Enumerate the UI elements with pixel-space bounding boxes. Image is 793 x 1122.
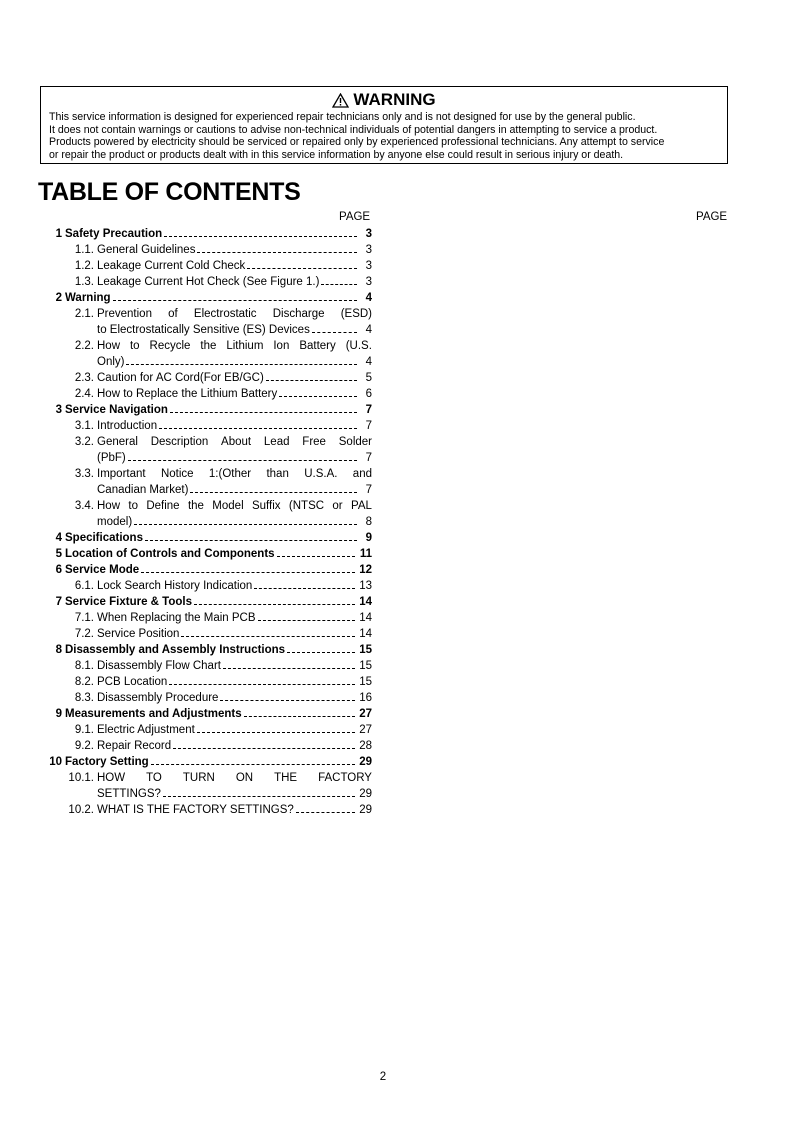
toc-entry-page: 7 <box>365 420 372 432</box>
toc-entry-title: Location of Controls and Components <box>65 548 275 560</box>
toc-entry-number: 8.2. <box>74 676 94 688</box>
toc-entry[interactable] <box>44 242 372 258</box>
toc-entry-title: to Electrostatically Sensitive (ES) Devices <box>97 324 310 336</box>
toc-entry-number: 2 <box>55 292 62 304</box>
warning-line-2: It does not contain warnings or cautions to advise non-technical individuals of potential dangers in attempting to service a product. <box>49 123 658 136</box>
toc-entry-number: 7 <box>55 596 62 608</box>
toc-dot-leader <box>173 748 355 749</box>
toc-entry-title: Caution for AC Cord(For EB/GC) <box>97 372 264 384</box>
toc-entry-number: 7.1. <box>74 612 94 624</box>
toc-entry-number: 3.2. <box>74 436 94 448</box>
toc-entry[interactable] <box>44 434 372 450</box>
toc-entry-page: 12 <box>359 564 372 576</box>
toc-dot-leader <box>163 796 355 797</box>
toc-dot-leader <box>254 588 355 589</box>
toc-entry-number: 3.3. <box>74 468 94 480</box>
toc-entry-page: 7 <box>365 484 372 496</box>
toc-entry-page: 7 <box>365 452 372 464</box>
toc-entry-page: 6 <box>365 388 372 400</box>
toc-entry-continuation[interactable] <box>44 786 372 802</box>
toc-dot-leader <box>126 364 357 365</box>
toc-entry-number: 2.3. <box>74 372 94 384</box>
toc-entry[interactable] <box>44 290 372 306</box>
toc-entry-page: 14 <box>359 596 372 608</box>
toc-entry[interactable] <box>44 642 372 658</box>
toc-entry-number: 2.4. <box>74 388 94 400</box>
toc-entry-title: How to Define the Model Suffix (NTSC or PAL <box>97 500 372 512</box>
toc-entry-page: 29 <box>359 756 372 768</box>
warning-line-4: or repair the product or products dealt with in this service information by anyone else could result in serious injury or death. <box>49 149 624 162</box>
toc-entry-continuation[interactable] <box>44 322 372 338</box>
toc-dot-leader <box>151 764 355 765</box>
toc-entry-number: 8.1. <box>74 660 94 672</box>
toc-dot-leader <box>134 524 357 525</box>
warning-box <box>40 86 728 164</box>
toc-entry-number: 10 <box>49 756 62 768</box>
toc-entry-page: 13 <box>359 580 372 592</box>
toc-entry-page: 4 <box>365 356 372 368</box>
toc-entry-number: 1.1. <box>74 244 94 256</box>
toc-entry[interactable] <box>44 498 372 514</box>
toc-entry-number: 10.1. <box>68 772 94 784</box>
toc-entry-number: 3 <box>55 404 62 416</box>
toc-entry[interactable] <box>44 226 372 242</box>
toc-entry-number: 7.2. <box>74 628 94 640</box>
toc-entry-title: Service Fixture & Tools <box>65 596 192 608</box>
toc-entry-number: 1.3. <box>74 276 94 288</box>
toc-entry-page: 8 <box>365 516 372 528</box>
toc-entry-page: 7 <box>365 404 372 416</box>
toc-entry-title: PCB Location <box>97 676 168 688</box>
toc-entry-number: 2.2. <box>74 340 94 352</box>
toc-entry-title: Service Mode <box>65 564 140 576</box>
toc-dot-leader <box>159 428 357 429</box>
toc-dot-leader <box>145 540 357 541</box>
toc-entry[interactable] <box>44 530 372 546</box>
toc-entry-title: SETTINGS? <box>97 788 161 800</box>
toc-entry-number: 9.1. <box>74 724 94 736</box>
toc-entry-title: Disassembly and Assembly Instructions <box>65 644 286 656</box>
toc-entry-number: 1.2. <box>74 260 94 272</box>
toc-dot-leader <box>113 300 357 301</box>
toc-dot-leader <box>128 460 357 461</box>
toc-entry-title: Electric Adjustment <box>97 724 195 736</box>
toc-entry-title: Prevention of Electrostatic Discharge (ESD) <box>97 308 372 320</box>
toc-entry-title: General Description About Lead Free Solder <box>97 436 372 448</box>
toc-entry-title: How to Recycle the Lithium Ion Battery (U.S. <box>97 340 372 352</box>
toc-entry-number: 10.2. <box>68 804 94 816</box>
toc-entry-title: Leakage Current Hot Check (See Figure 1.) <box>97 276 320 288</box>
toc-entry-title: Factory Setting <box>65 756 149 768</box>
warning-title-text: WARNING <box>353 90 436 109</box>
toc-entry-title: Only) <box>97 356 125 368</box>
toc-entry[interactable] <box>44 306 372 322</box>
toc-entry-page: 29 <box>359 804 372 816</box>
toc-entry[interactable] <box>44 370 372 386</box>
toc-dot-leader <box>220 700 355 701</box>
toc-entry-title: Introduction <box>97 420 158 432</box>
toc-dot-leader <box>279 396 357 397</box>
toc-entry[interactable] <box>44 770 372 786</box>
toc-entry-title: General Guidelines <box>97 244 196 256</box>
toc-entry[interactable] <box>44 258 372 274</box>
toc-entry-title: When Replacing the Main PCB <box>97 612 256 624</box>
toc-dot-leader <box>164 236 357 237</box>
toc-entry[interactable] <box>44 722 372 738</box>
toc-entry-title: How to Replace the Lithium Battery <box>97 388 278 400</box>
toc-entry-page: 3 <box>365 228 372 240</box>
toc-dot-leader <box>197 252 357 253</box>
toc-entry-title: Disassembly Flow Chart <box>97 660 221 672</box>
toc-entry-title: Disassembly Procedure <box>97 692 219 704</box>
toc-entry[interactable] <box>44 738 372 754</box>
toc-entry-title: (PbF) <box>97 452 126 464</box>
toc-entry-continuation[interactable] <box>44 354 372 370</box>
toc-entry-page: 14 <box>359 628 372 640</box>
toc-entry-number: 3.1. <box>74 420 94 432</box>
toc-entry-number: 8.3. <box>74 692 94 704</box>
toc-dot-leader <box>296 812 355 813</box>
toc-entry[interactable] <box>44 402 372 418</box>
toc-entry-page: 5 <box>365 372 372 384</box>
warning-triangle-icon <box>332 93 349 108</box>
toc-dot-leader <box>321 284 357 285</box>
toc-dot-leader <box>247 268 357 269</box>
toc-dot-leader <box>194 604 355 605</box>
toc-entry-title: Important Notice 1:(Other than U.S.A. and <box>97 468 372 480</box>
toc-entry-title: Safety Precaution <box>65 228 163 240</box>
toc-entry-page: 3 <box>365 276 372 288</box>
toc-entry-page: 28 <box>359 740 372 752</box>
toc-entry-continuation[interactable] <box>44 514 372 530</box>
warning-line-3: Products powered by electricity should be serviced or repaired only by experienced professional technicians. Any attempt to service <box>49 136 665 149</box>
toc-entry-page: 14 <box>359 612 372 624</box>
toc-dot-leader <box>287 652 355 653</box>
toc-entry-page: 27 <box>359 724 372 736</box>
toc-entry-title: Leakage Current Cold Check <box>97 260 246 272</box>
toc-entry-title: Measurements and Adjustments <box>65 708 242 720</box>
toc-dot-leader <box>244 716 355 717</box>
toc-entry[interactable] <box>44 562 372 578</box>
toc-entry[interactable] <box>44 466 372 482</box>
toc-entry-continuation[interactable] <box>44 482 372 498</box>
toc-dot-leader <box>266 380 357 381</box>
toc-entry-title: Service Position <box>97 628 180 640</box>
toc-dot-leader <box>258 620 355 621</box>
toc-entry-number: 6.1. <box>74 580 94 592</box>
toc-entry[interactable] <box>44 610 372 626</box>
toc-entry[interactable] <box>44 546 372 562</box>
toc-entry-title: Repair Record <box>97 740 172 752</box>
toc-entry[interactable] <box>44 754 372 770</box>
page-column-label-right: PAGE <box>696 211 728 223</box>
toc-entry-continuation[interactable] <box>44 450 372 466</box>
toc-entry-number: 3.4. <box>74 500 94 512</box>
toc-entry-page: 15 <box>359 676 372 688</box>
toc-entry-number: 9 <box>55 708 62 720</box>
toc-entry[interactable] <box>44 674 372 690</box>
toc-entry-title: Specifications <box>65 532 143 544</box>
toc-entry[interactable] <box>44 802 372 818</box>
toc-entry-title: Canadian Market) <box>97 484 189 496</box>
toc-entry-number: 4 <box>55 532 62 544</box>
toc-entry-page: 27 <box>359 708 372 720</box>
toc-dot-leader <box>169 684 355 685</box>
toc-entry[interactable] <box>44 594 372 610</box>
toc-entry-number: 1 <box>55 228 62 240</box>
toc-dot-leader <box>277 556 355 557</box>
toc-entry-page: 3 <box>365 260 372 272</box>
toc-entry-page: 15 <box>359 644 372 656</box>
toc-entry[interactable] <box>44 274 372 290</box>
toc-dot-leader <box>190 492 357 493</box>
toc-entry-page: 11 <box>359 548 372 560</box>
toc-entry-page: 3 <box>365 244 372 256</box>
toc-dot-leader <box>170 412 357 413</box>
toc-entry[interactable] <box>44 578 372 594</box>
toc-entry-page: 9 <box>365 532 372 544</box>
toc-heading: TABLE OF CONTENTS <box>38 178 301 206</box>
toc-dot-leader <box>223 668 355 669</box>
page-column-label-left: PAGE <box>339 211 371 223</box>
toc-entry-number: 8 <box>55 644 62 656</box>
toc-dot-leader <box>141 572 355 573</box>
toc-entry-page: 4 <box>365 324 372 336</box>
toc-entry-title: Lock Search History Indication <box>97 580 253 592</box>
toc-entry[interactable] <box>44 386 372 402</box>
toc-entry-page: 29 <box>359 788 372 800</box>
toc-dot-leader <box>181 636 355 637</box>
toc-entry-number: 6 <box>55 564 62 576</box>
toc-entry[interactable] <box>44 690 372 706</box>
toc-entry-title: model) <box>97 516 133 528</box>
toc-entry[interactable] <box>44 706 372 722</box>
toc-entry-page: 15 <box>359 660 372 672</box>
toc-entry[interactable] <box>44 626 372 642</box>
toc-dot-leader <box>197 732 355 733</box>
toc-entry-title: HOW TO TURN ON THE FACTORY <box>97 772 372 784</box>
toc-entry-page: 16 <box>359 692 372 704</box>
toc-dot-leader <box>312 332 357 333</box>
toc-entry-number: 9.2. <box>74 740 94 752</box>
toc-entry-page: 4 <box>365 292 372 304</box>
toc-entry[interactable] <box>44 338 372 354</box>
toc-entry-title: Warning <box>65 292 111 304</box>
warning-line-1: This service information is designed for experienced repair technicians only and is not designed for use by the general public. <box>49 111 636 123</box>
toc-entry-title: WHAT IS THE FACTORY SETTINGS? <box>97 804 294 816</box>
toc-entry-title: Service Navigation <box>65 404 168 416</box>
toc-entry[interactable] <box>44 418 372 434</box>
warning-title <box>49 89 719 111</box>
page-number: 2 <box>379 1071 387 1083</box>
toc-list <box>44 226 372 818</box>
toc-entry[interactable] <box>44 658 372 674</box>
toc-entry-number: 2.1. <box>74 308 94 320</box>
toc-entry-number: 5 <box>55 548 62 560</box>
